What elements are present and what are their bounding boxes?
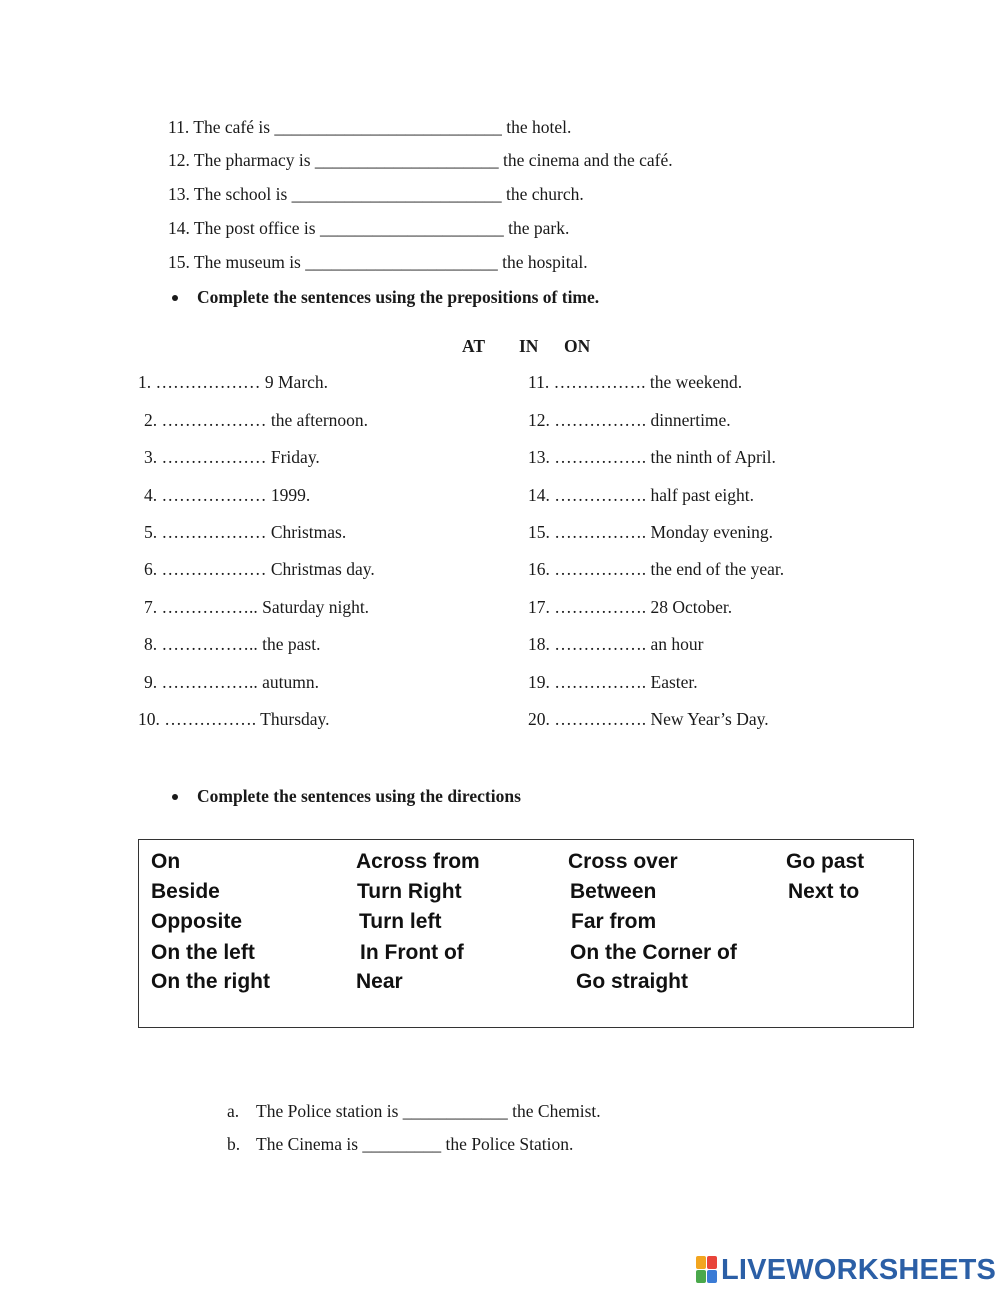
time-item-8: 8. …………….. the past.: [144, 634, 321, 654]
direction-word: Turn left: [359, 910, 442, 933]
time-item-15: 15. ……………. Monday evening.: [528, 522, 773, 542]
direction-word: Far from: [571, 910, 657, 933]
direction-sentence-marker: b.: [227, 1134, 241, 1154]
time-item-14: 14. ……………. half past eight.: [528, 485, 755, 505]
direction-sentence-marker: a.: [227, 1101, 240, 1121]
time-item-19: 19. ……………. Easter.: [528, 672, 698, 692]
direction-word: Opposite: [151, 910, 243, 933]
place-sentence-12: 12. The pharmacy is _____________________ the cinema and the café.: [168, 150, 673, 170]
directions-section-heading: Complete the sentences using the directions: [197, 786, 521, 806]
time-item-12: 12. ……………. dinnertime.: [528, 410, 731, 430]
time-item-10: 10. ……………. Thursday.: [138, 709, 330, 729]
time-item-11: 11. ……………. the weekend.: [528, 372, 743, 392]
direction-sentence-b: The Cinema is _________ the Police Station.: [256, 1134, 574, 1154]
direction-word: Across from: [356, 850, 480, 873]
direction-word: Turn Right: [357, 880, 462, 903]
time-item-17: 17. ……………. 28 October.: [528, 597, 733, 617]
direction-word: On the Corner of: [570, 941, 737, 964]
time-item-13: 13. ……………. the ninth of April.: [528, 447, 776, 467]
time-section-heading: Complete the sentences using the prepositions of time.: [197, 287, 600, 307]
direction-word: Near: [356, 970, 403, 993]
bullet-icon: [172, 794, 178, 800]
time-item-1: 1. ……………… 9 March.: [138, 372, 329, 392]
place-sentence-14: 14. The post office is _____________________ the park.: [168, 218, 570, 238]
direction-word: Between: [570, 880, 657, 903]
time-item-18: 18. ……………. an hour: [528, 634, 704, 654]
time-item-20: 20. ……………. New Year’s Day.: [528, 709, 769, 729]
direction-word: On: [151, 850, 181, 873]
time-item-2: 2. ……………… the afternoon.: [144, 410, 369, 430]
place-sentence-11: 11. The café is __________________________ the hotel.: [168, 117, 572, 137]
direction-word: Cross over: [568, 850, 678, 873]
direction-word: Go past: [786, 850, 865, 873]
time-item-3: 3. ……………… Friday.: [144, 447, 320, 467]
time-item-9: 9. …………….. autumn.: [144, 672, 319, 692]
direction-word: Next to: [788, 880, 860, 903]
logo-blocks-icon: [696, 1256, 718, 1284]
place-sentence-15: 15. The museum is ______________________ the hospital.: [168, 252, 588, 272]
logo-text: LIVEWORKSHEETS: [721, 1254, 997, 1286]
liveworksheets-logo[interactable]: [696, 1254, 996, 1286]
bullet-icon: [172, 295, 178, 301]
time-item-6: 6. ……………… Christmas day.: [144, 559, 375, 579]
time-item-4: 4. ……………… 1999.: [144, 485, 311, 505]
direction-sentence-a: The Police station is ____________ the Chemist.: [256, 1101, 601, 1121]
preposition-on: ON: [564, 336, 591, 356]
direction-word: On the right: [151, 970, 270, 993]
preposition-in: IN: [519, 336, 539, 356]
time-item-16: 16. ……………. the end of the year.: [528, 559, 785, 579]
direction-word: On the left: [151, 941, 255, 964]
time-item-7: 7. …………….. Saturday night.: [144, 597, 370, 617]
place-sentence-13: 13. The school is ________________________ the church.: [168, 184, 584, 204]
direction-word: Beside: [151, 880, 220, 903]
direction-word: Go straight: [576, 970, 689, 993]
direction-word: In Front of: [360, 941, 464, 964]
preposition-at: AT: [462, 336, 486, 356]
time-item-5: 5. ……………… Christmas.: [144, 522, 347, 542]
